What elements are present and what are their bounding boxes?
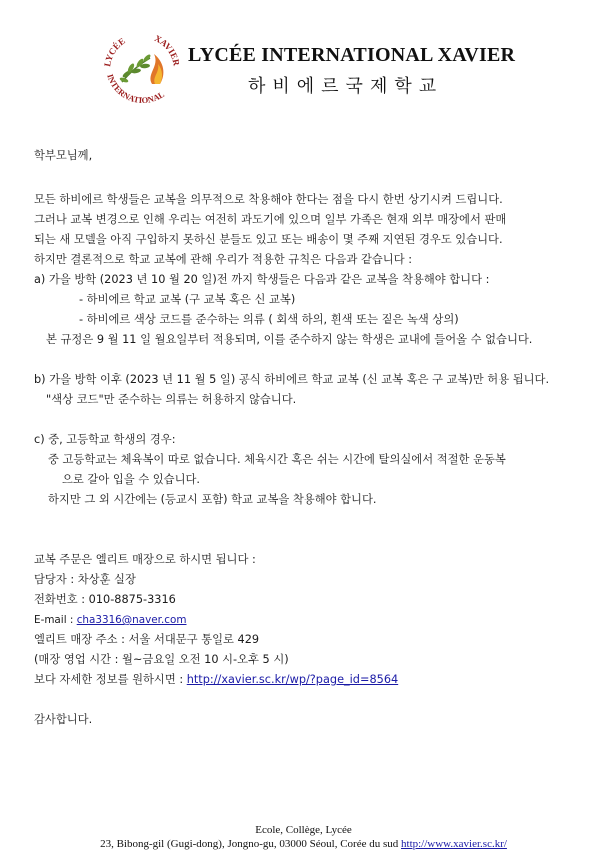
section-c-title: c) 중, 고등학교 학생의 경우: <box>34 433 176 446</box>
email-link[interactable]: cha3316@naver.com <box>76 614 187 626</box>
email-label: E-mail : <box>34 614 77 626</box>
section-c-line-1: 중 고등학교는 체육복이 따로 없습니다. 체육시간 혹은 쉬는 시간에 탈의실에서 적절한 운동복 <box>48 453 506 466</box>
school-name-korean: 하비에르국제학교 <box>248 76 444 97</box>
section-b-note: "색상 코드"만 준수하는 의류는 허용하지 않습니다. <box>46 393 297 406</box>
footer-address: 23, Bibong-gil (Gugi-dong), Jongno-gu, 03000 Séoul, Corée du sud <box>100 838 402 850</box>
section-a-item-2: - 하비에르 색상 코드를 준수하는 의류 ( 회색 하의, 흰색 또는 짙은 녹색 상의) <box>79 313 459 326</box>
store-hours: (매장 영업 시간 : 월~금요일 오전 10 시-오후 5 시) <box>34 653 289 666</box>
order-info: 교복 주문은 엘리트 매장으로 하시면 됩니다 : <box>34 553 256 566</box>
section-c-line-3: 하지만 그 외 시간에는 (등교시 포함) 학교 교복을 착용해야 합니다. <box>48 493 377 506</box>
intro-line-3: 되는 새 모델을 아직 구입하지 못하신 분들도 있고 또는 배송이 몇 주째 지연된 경우도 있습니다. <box>34 233 503 246</box>
school-name: LYCÉE INTERNATIONAL XAVIER <box>188 44 516 66</box>
more-info-label: 보다 자세한 정보를 원하시면 : <box>34 673 187 686</box>
footer-line-2 <box>0 838 607 850</box>
letter-body <box>34 146 597 730</box>
contact-manager: 담당자 : 차상훈 실장 <box>34 573 136 586</box>
contact-phone: 전화번호 : 010-8875-3316 <box>34 593 176 606</box>
svg-text:XAVIER: XAVIER <box>152 32 182 67</box>
section-a-note: 본 규정은 9 월 11 일 월요일부터 적용되며, 이를 준수하지 않는 학생은 교내에 들어올 수 없습니다. <box>46 333 533 346</box>
closing: 감사합니다. <box>34 713 93 726</box>
more-info-row <box>34 670 597 690</box>
store-address: 엘리트 매장 주소 : 서울 서대문구 통일로 429 <box>34 633 260 646</box>
svg-text:INTERNATIONAL: INTERNATIONAL <box>105 72 167 106</box>
footer-line-1: Ecole, Collège, Lycée <box>255 824 352 836</box>
intro-line-4: 하지만 결론적으로 학교 교복에 관해 우리가 적용한 규칙은 다음과 같습니다 : <box>34 253 413 266</box>
more-info-link[interactable]: http://xavier.sc.kr/wp/?page_id=8564 <box>186 673 399 686</box>
section-a-item-1: - 하비에르 학교 교복 (구 교복 혹은 신 교복) <box>79 293 296 306</box>
section-b-title: b) 가을 방학 이후 (2023 년 11 월 5 일) 공식 하비에르 학교 교복 (신 교복 혹은 구 교복)만 허용 됩니다. <box>34 373 550 386</box>
svg-text:LYCÉE: LYCÉE <box>102 35 127 68</box>
contact-email-row <box>34 610 597 630</box>
section-c-line-2: 으로 갈아 입을 수 있습니다. <box>62 473 200 486</box>
intro-line-2: 그러나 교복 변경으로 인해 우리는 여전히 과도기에 있으며 일부 가족은 현재 외부 매장에서 판매 <box>34 213 507 226</box>
section-a-title: a) 가을 방학 (2023 년 10 월 20 일)전 까지 학생들은 다음과 같은 교복을 착용해야 합니다 : <box>34 273 490 286</box>
greeting: 학부모님께, <box>34 149 93 162</box>
school-logo <box>100 22 184 106</box>
intro-line-1: 모든 하비에르 학생들은 교복을 의무적으로 착용해야 한다는 점을 다시 한번 상기시켜 드립니다. <box>34 193 503 206</box>
footer-website-link[interactable]: http://www.xavier.sc.kr/ <box>401 838 507 850</box>
